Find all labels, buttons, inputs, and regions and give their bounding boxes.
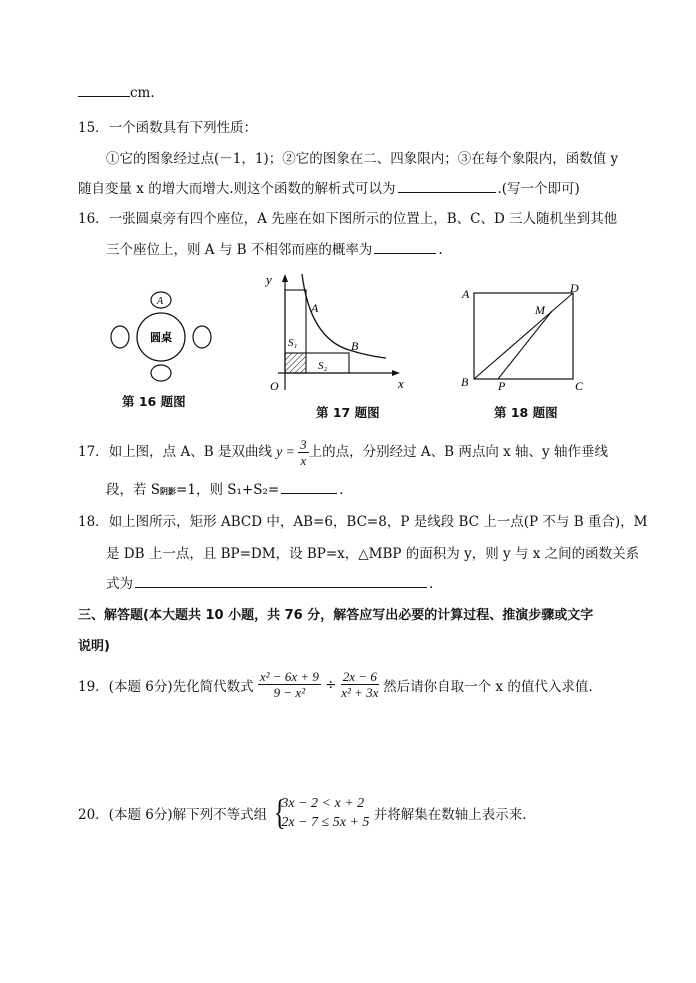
q16-text2: 三个座位上，则 A 与 B 不相邻而座的概率为 xyxy=(106,242,373,258)
q18-blank[interactable] xyxy=(135,575,427,588)
s2-label: S₂ xyxy=(318,360,328,372)
q15-line3 xyxy=(78,177,580,197)
q17-number: 17． xyxy=(78,444,109,461)
q19-operator: ÷ xyxy=(325,677,337,693)
seat-a-label: A xyxy=(157,296,164,307)
q15-line3-text: 随自变量 x 的增大而增大.则这个函数的解析式可以为 xyxy=(78,181,396,197)
segment-pm xyxy=(498,311,552,379)
vertex-c-label: C xyxy=(575,379,584,393)
q19-fraction-1 xyxy=(258,670,321,700)
point-b-label: B xyxy=(351,339,359,353)
point-p-label: P xyxy=(498,379,506,393)
q17-fraction xyxy=(298,438,309,468)
q18-line2: 是 DB 上一点，且 BP=DM，设 BP=x，△MBP 的面积为 y，则 y 与 x 之间的函数关系 xyxy=(106,546,640,562)
q19-f2-den: x² + 3x xyxy=(341,685,379,700)
shaded-region xyxy=(285,353,306,373)
q15-line2: ①它的图象经过点(－1，1)；②它的图象在二、四象限内；③在每个象限内，函数值 y xyxy=(106,151,619,167)
origin-label: O xyxy=(270,379,279,393)
q20-label: 20．(本题 6分)解下列不等式组 xyxy=(78,807,268,823)
q17-function-lhs: y = xyxy=(276,444,295,460)
q17-line1 xyxy=(78,438,608,468)
vertex-d-label: D xyxy=(570,281,579,295)
q20 xyxy=(78,794,527,832)
q17-function xyxy=(276,437,308,468)
q17-frac-den: x xyxy=(300,453,307,468)
q19 xyxy=(78,670,593,700)
hyperbola-diagram xyxy=(258,268,413,398)
figure-16 xyxy=(108,288,218,388)
q20-brace: { xyxy=(273,792,287,832)
vertex-a-label: A xyxy=(462,287,470,301)
q19-f1-den: 9 − x² xyxy=(273,685,306,700)
hyperbola-curve xyxy=(302,274,386,358)
vertex-b-label: B xyxy=(461,375,469,389)
rectangle-diagram xyxy=(458,280,593,395)
q16-line2 xyxy=(106,238,443,258)
q19-f1-num: x² − 6x + 9 xyxy=(259,669,319,684)
s1-label: S₁ xyxy=(288,337,298,349)
q20-inequality-1: 3x − 2 < x + 2 xyxy=(281,796,365,811)
y-axis-label: y xyxy=(266,272,272,287)
point-m-label: M xyxy=(535,303,545,317)
q17-text-b: 上的点，分别经过 A、B 两点向 x 轴、y 轴作垂线 xyxy=(308,444,608,461)
q20-inequality-2: 2x − 7 ≤ 5x + 5 xyxy=(281,815,370,830)
q17-blank[interactable] xyxy=(281,481,337,494)
figure-17 xyxy=(258,268,413,398)
q16-end: . xyxy=(438,242,443,258)
q18-line3 xyxy=(106,572,433,592)
table-label: 圆桌 xyxy=(150,331,172,344)
q17-frac-num: 3 xyxy=(300,437,307,452)
q16-line1 xyxy=(78,207,617,227)
seat-bottom xyxy=(151,365,171,381)
q17-text2a: 段，若 S xyxy=(106,482,161,498)
seat-right xyxy=(193,326,211,348)
fig17-caption: 第 17 题图 xyxy=(316,405,380,420)
fig18-caption: 第 18 题图 xyxy=(494,405,558,420)
q19-label: 19．(本题 6分)先化简代数式 xyxy=(78,679,254,695)
q16-blank[interactable] xyxy=(374,241,436,254)
q17-end: . xyxy=(339,482,344,498)
q20-inequality-system xyxy=(271,794,369,832)
point-a-label: A xyxy=(311,301,319,315)
q19-fraction-2 xyxy=(341,670,379,700)
q19-tail: 然后请你自取一个 x 的值代入求值. xyxy=(383,679,593,695)
q16-text: 一张圆桌旁有四个座位，A 先座在如下图所示的位置上，B、C、D 三人随机坐到其他 xyxy=(108,211,618,227)
q15-blank[interactable] xyxy=(398,180,496,193)
q17-text-a: 如上图，点 A、B 是双曲线 xyxy=(108,444,272,461)
q17-text2b: =1，则 S₁+S₂= xyxy=(176,482,280,498)
q17-sub: 阴影 xyxy=(160,486,177,496)
q18-end: . xyxy=(429,576,434,592)
section3-heading-line2: 说明) xyxy=(78,639,110,654)
q14-blank[interactable] xyxy=(78,84,130,97)
q15-line1 xyxy=(78,116,257,136)
q18-line1 xyxy=(78,510,648,530)
q15-stem: 一个函数具有下列性质： xyxy=(108,120,258,136)
section3-heading-line1: 三、解答题(本大题共 10 小题，共 76 分，解答应写出必要的计算过程、推演步骤或文字 xyxy=(78,608,594,623)
seat-left xyxy=(111,326,129,348)
q20-tail: 并将解集在数轴上表示来. xyxy=(373,807,527,823)
x-axis-label: x xyxy=(398,376,404,391)
q14-unit: cm. xyxy=(130,85,155,101)
q14-answer-line xyxy=(78,84,155,101)
q17-line2 xyxy=(106,478,343,498)
q15-number: 15． xyxy=(78,120,109,136)
q19-f2-num: 2x − 6 xyxy=(342,669,377,684)
figure-18 xyxy=(458,280,593,395)
fig16-caption: 第 16 题图 xyxy=(122,394,186,409)
diagonal-bd xyxy=(474,293,573,379)
q18-text1: 如上图所示，矩形 ABCD 中，AB=6，BC=8，P 是线段 BC 上一点(P 不与 B 重合)，M xyxy=(108,514,648,530)
q18-number: 18． xyxy=(78,514,109,530)
q18-text3: 式为 xyxy=(106,576,133,592)
round-table-diagram xyxy=(108,288,218,388)
q15-line3-tail: .(写一个即可) xyxy=(497,181,580,197)
q16-number: 16． xyxy=(78,211,109,227)
